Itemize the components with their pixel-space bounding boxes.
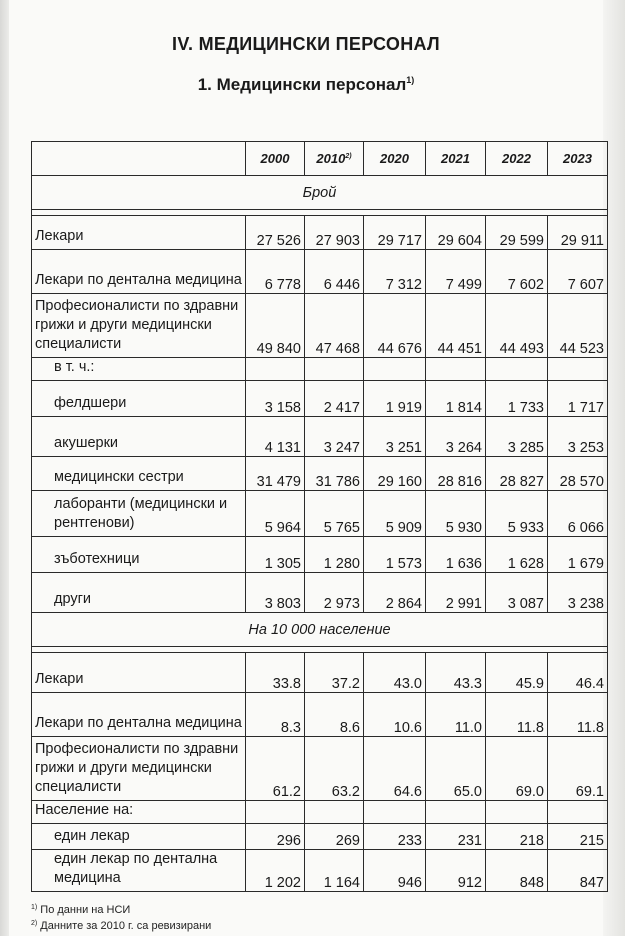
year-label: 2022 <box>502 151 531 166</box>
row-label: един лекар по дентална медицина <box>32 850 246 892</box>
year-label: 2020 <box>380 151 409 166</box>
value-cell: 6 778 <box>246 250 305 294</box>
value-cell: 8.3 <box>246 693 305 737</box>
value-cell: 28 570 <box>548 457 608 491</box>
table-row <box>32 358 608 381</box>
section-label: На 10 000 население <box>32 613 608 647</box>
row-label: Лекари <box>32 653 246 693</box>
value-cell: 2 991 <box>426 573 486 613</box>
row-label: фелдшери <box>32 381 246 417</box>
section-label: Брой <box>32 176 608 210</box>
value-cell: 2 417 <box>305 381 364 417</box>
row-label: Професионалисти по здравни грижи и други медицински специалисти <box>32 737 246 801</box>
value-cell: 1 628 <box>486 537 548 573</box>
table-row <box>32 537 608 573</box>
page-title: IV. МЕДИЦИНСКИ ПЕРСОНАЛ <box>172 34 440 54</box>
value-cell: 1 919 <box>364 381 426 417</box>
value-cell: 47 468 <box>305 294 364 358</box>
value-cell: 3 087 <box>486 573 548 613</box>
value-cell <box>305 358 364 381</box>
value-cell: 44 676 <box>364 294 426 358</box>
footnote-mark: 2) <box>31 920 38 927</box>
value-cell <box>364 358 426 381</box>
table-row <box>32 653 608 693</box>
value-cell: 4 131 <box>246 417 305 457</box>
value-cell: 2 973 <box>305 573 364 613</box>
year-label: 2000 <box>260 151 290 166</box>
value-cell: 43.0 <box>364 653 426 693</box>
value-cell <box>305 801 364 824</box>
value-cell: 61.2 <box>246 737 305 801</box>
row-label: лаборанти (медицински и рентгенови) <box>32 491 246 537</box>
row-label: други <box>32 573 246 613</box>
value-cell: 7 607 <box>548 250 608 294</box>
value-cell <box>548 358 608 381</box>
value-cell: 5 765 <box>305 491 364 537</box>
value-cell: 218 <box>486 824 548 850</box>
table-row <box>32 417 608 457</box>
value-cell: 3 285 <box>486 417 548 457</box>
value-cell: 69.0 <box>486 737 548 801</box>
value-cell: 69.1 <box>548 737 608 801</box>
value-cell: 847 <box>548 850 608 892</box>
value-cell <box>246 801 305 824</box>
value-cell: 44 451 <box>426 294 486 358</box>
value-cell <box>426 801 486 824</box>
value-cell: 46.4 <box>548 653 608 693</box>
value-cell: 7 499 <box>426 250 486 294</box>
year-header-2022 <box>486 142 548 176</box>
value-cell: 946 <box>364 850 426 892</box>
value-cell: 1 814 <box>426 381 486 417</box>
value-cell: 31 479 <box>246 457 305 491</box>
header-label-cell <box>32 142 246 176</box>
table-row <box>32 381 608 417</box>
value-cell: 3 253 <box>548 417 608 457</box>
value-cell: 3 251 <box>364 417 426 457</box>
value-cell: 2 864 <box>364 573 426 613</box>
table-row <box>32 250 608 294</box>
value-cell: 912 <box>426 850 486 892</box>
table-row <box>32 693 608 737</box>
value-cell: 5 933 <box>486 491 548 537</box>
table-row <box>32 801 608 824</box>
section-rate-header <box>32 613 608 647</box>
value-cell: 28 816 <box>426 457 486 491</box>
table-row <box>32 824 608 850</box>
footnote-text: Данните за 2010 г. са ревизирани <box>40 920 212 932</box>
value-cell <box>364 801 426 824</box>
value-cell: 1 636 <box>426 537 486 573</box>
year-footnote-mark: 2) <box>345 153 352 160</box>
value-cell <box>486 358 548 381</box>
year-header-2023 <box>548 142 608 176</box>
table-title <box>9 75 603 95</box>
table-row <box>32 294 608 358</box>
row-label: акушерки <box>32 417 246 457</box>
value-cell: 1 305 <box>246 537 305 573</box>
value-cell: 8.6 <box>305 693 364 737</box>
value-cell: 65.0 <box>426 737 486 801</box>
value-cell: 1 280 <box>305 537 364 573</box>
value-cell: 1 164 <box>305 850 364 892</box>
year-header-2021 <box>426 142 486 176</box>
value-cell: 11.0 <box>426 693 486 737</box>
value-cell: 31 786 <box>305 457 364 491</box>
value-cell: 3 264 <box>426 417 486 457</box>
value-cell: 6 446 <box>305 250 364 294</box>
year-label: 2010 <box>316 151 346 166</box>
value-cell: 848 <box>486 850 548 892</box>
value-cell: 29 160 <box>364 457 426 491</box>
row-label: Лекари по дентална медицина <box>32 250 246 294</box>
value-cell: 44 493 <box>486 294 548 358</box>
year-header-2020 <box>364 142 426 176</box>
section-count-header <box>32 176 608 210</box>
value-cell: 3 803 <box>246 573 305 613</box>
table-row <box>32 457 608 491</box>
value-cell: 28 827 <box>486 457 548 491</box>
footnote-1 <box>31 904 130 916</box>
value-cell: 29 604 <box>426 216 486 250</box>
row-label: един лекар <box>32 824 246 850</box>
value-cell: 1 733 <box>486 381 548 417</box>
value-cell: 7 602 <box>486 250 548 294</box>
footnote-mark: 1) <box>31 904 38 911</box>
table-title-text: 1. Медицински персонал <box>197 75 407 94</box>
value-cell: 29 717 <box>364 216 426 250</box>
value-cell: 231 <box>426 824 486 850</box>
value-cell: 7 312 <box>364 250 426 294</box>
value-cell: 3 158 <box>246 381 305 417</box>
value-cell: 43.3 <box>426 653 486 693</box>
value-cell: 296 <box>246 824 305 850</box>
footnote-2 <box>31 920 211 932</box>
row-label: Лекари <box>32 216 246 250</box>
value-cell: 63.2 <box>305 737 364 801</box>
value-cell: 29 599 <box>486 216 548 250</box>
value-cell: 49 840 <box>246 294 305 358</box>
value-cell: 11.8 <box>548 693 608 737</box>
row-label: в т. ч.: <box>32 358 246 381</box>
value-cell: 1 573 <box>364 537 426 573</box>
value-cell: 10.6 <box>364 693 426 737</box>
value-cell: 3 247 <box>305 417 364 457</box>
value-cell: 27 903 <box>305 216 364 250</box>
value-cell: 5 964 <box>246 491 305 537</box>
value-cell <box>486 801 548 824</box>
value-cell: 29 911 <box>548 216 608 250</box>
value-cell: 3 238 <box>548 573 608 613</box>
value-cell: 33.8 <box>246 653 305 693</box>
value-cell: 27 526 <box>246 216 305 250</box>
table-row <box>32 216 608 250</box>
value-cell: 233 <box>364 824 426 850</box>
table-title-footnote-mark: 1) <box>406 75 415 85</box>
value-cell <box>548 801 608 824</box>
value-cell: 1 679 <box>548 537 608 573</box>
medical-staff-table <box>31 141 608 892</box>
year-header-2010 <box>305 142 364 176</box>
value-cell: 5 909 <box>364 491 426 537</box>
value-cell <box>426 358 486 381</box>
value-cell: 269 <box>305 824 364 850</box>
year-label: 2021 <box>441 151 470 166</box>
footnote-text: По данни на НСИ <box>40 904 131 916</box>
table-row <box>32 850 608 892</box>
row-label: медицински сестри <box>32 457 246 491</box>
year-label: 2023 <box>563 151 592 166</box>
value-cell: 11.8 <box>486 693 548 737</box>
value-cell: 5 930 <box>426 491 486 537</box>
value-cell: 64.6 <box>364 737 426 801</box>
row-label: зъботехници <box>32 537 246 573</box>
value-cell <box>246 358 305 381</box>
row-label: Професионалисти по здравни грижи и други медицински специалисти <box>32 294 246 358</box>
table-row <box>32 573 608 613</box>
table-row <box>32 491 608 537</box>
table-row <box>32 737 608 801</box>
row-label: Население на: <box>32 801 246 824</box>
value-cell: 215 <box>548 824 608 850</box>
document-page <box>9 0 603 936</box>
value-cell: 37.2 <box>305 653 364 693</box>
page-left-shadow <box>0 0 9 936</box>
value-cell: 45.9 <box>486 653 548 693</box>
year-header-2000 <box>246 142 305 176</box>
value-cell: 44 523 <box>548 294 608 358</box>
value-cell: 6 066 <box>548 491 608 537</box>
value-cell: 1 717 <box>548 381 608 417</box>
value-cell: 1 202 <box>246 850 305 892</box>
row-label: Лекари по дентална медицина <box>32 693 246 737</box>
